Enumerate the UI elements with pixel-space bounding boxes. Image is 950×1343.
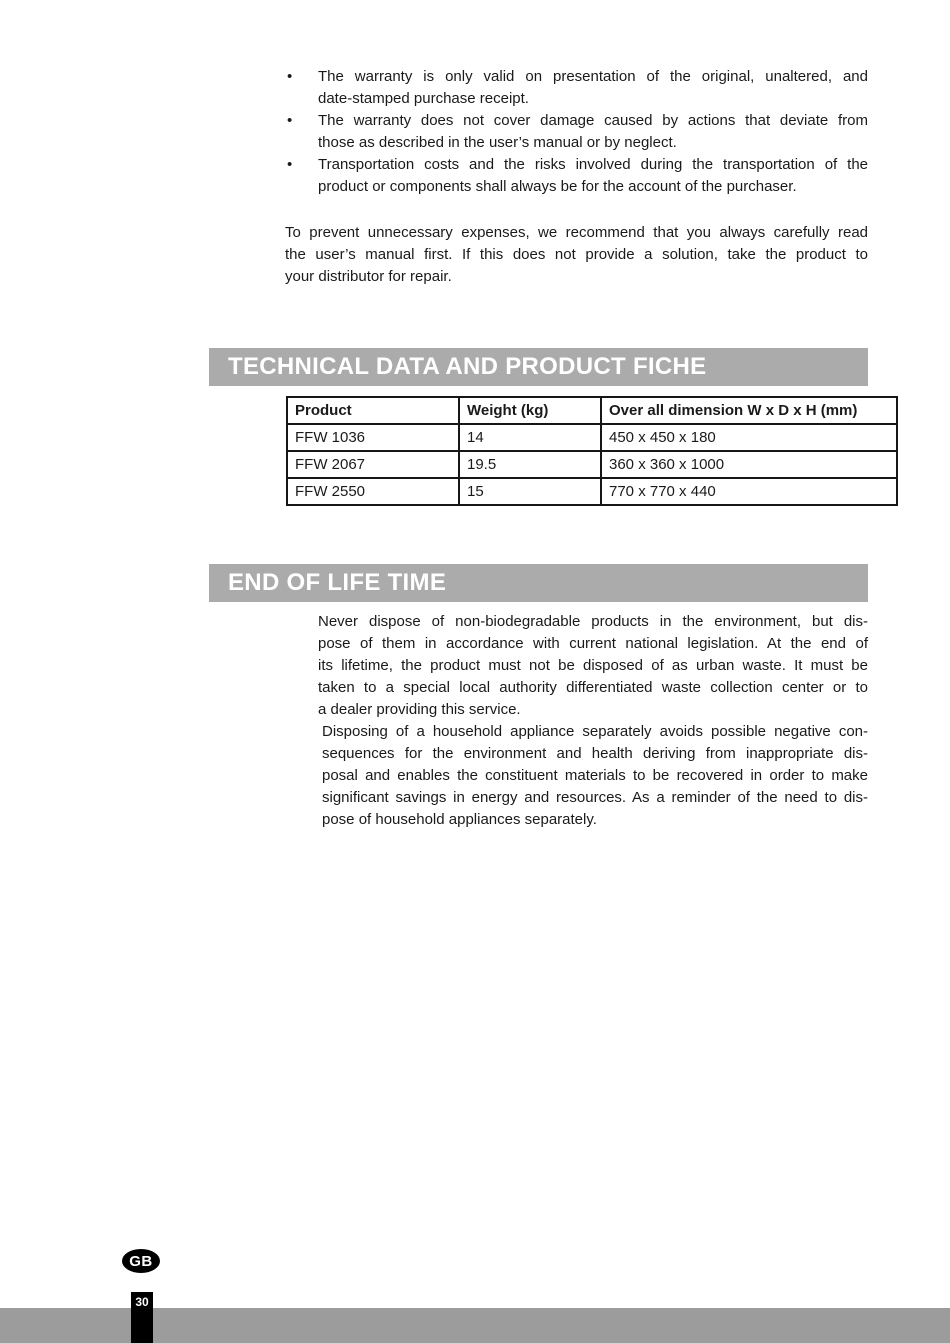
paragraph-line: posal and enables the constituent materials to be recovered in order to make <box>322 767 868 784</box>
bullet-text <box>318 110 868 154</box>
bullet-text-line: The warranty is only valid on presentation of the original, unaltered, and <box>318 68 868 85</box>
table-header-product: Product <box>287 397 459 424</box>
bullet-text-line: Transportation costs and the risks involved during the transportation of the <box>318 156 868 173</box>
bullet-text-line: those as described in the user’s manual or by neglect. <box>318 134 677 151</box>
paragraph-line: a dealer providing this service. <box>318 701 521 718</box>
end-of-life-section-header <box>209 564 868 602</box>
cell-dimensions: 770 x 770 x 440 <box>601 478 897 505</box>
paragraph-line: sequences for the environment and health deriving from inappropriate dis- <box>322 745 868 762</box>
table-row <box>287 478 897 505</box>
intro-paragraph <box>285 222 868 288</box>
table-header-dimensions: Over all dimension W x D x H (mm) <box>601 397 897 424</box>
table-row <box>287 424 897 451</box>
table-header-weight: Weight (kg) <box>459 397 601 424</box>
bullet-text-line: The warranty does not cover damage caused by actions that deviate from <box>318 112 868 129</box>
bullet-text-line: date-stamped purchase receipt. <box>318 90 529 107</box>
language-badge-gb <box>122 1249 160 1273</box>
cell-dimensions: 360 x 360 x 1000 <box>601 451 897 478</box>
bullet-icon: • <box>287 68 293 85</box>
bullet-text <box>318 154 868 198</box>
bullet-item <box>287 154 868 198</box>
table-header-row <box>287 397 897 424</box>
bullet-item <box>287 110 868 154</box>
paragraph-line: significant savings in energy and resources. As a reminder of the need to dis- <box>322 789 868 806</box>
end-of-life-paragraph-2 <box>318 721 868 831</box>
paragraph-line: Never dispose of non-biodegradable products in the environment, but dis- <box>318 613 868 630</box>
paragraph-line: Disposing of a household appliance separately avoids possible negative con- <box>322 723 868 740</box>
page-number <box>131 1292 153 1343</box>
language-badge-label: GB <box>129 1252 153 1270</box>
paragraph-line: your distributor for repair. <box>285 268 452 285</box>
paragraph-line: its lifetime, the product must not be disposed of as urban waste. It must be <box>318 657 868 674</box>
warranty-bullet-list <box>287 66 868 198</box>
page-number-label: 30 <box>135 1295 149 1309</box>
bullet-text-line: product or components shall always be for the account of the purchaser. <box>318 178 797 195</box>
cell-weight: 15 <box>459 478 601 505</box>
cell-weight: 14 <box>459 424 601 451</box>
paragraph-line: To prevent unnecessary expenses, we recommend that you always carefully read <box>285 224 868 241</box>
cell-product: FFW 2550 <box>287 478 459 505</box>
end-of-life-paragraph-1 <box>318 611 868 721</box>
technical-data-section-header <box>209 348 868 386</box>
bullet-icon: • <box>287 112 293 129</box>
section-title: END OF LIFE TIME <box>228 569 447 596</box>
end-of-life-text <box>318 611 868 831</box>
table-row <box>287 451 897 478</box>
bullet-text <box>318 66 868 110</box>
section-title: TECHNICAL DATA AND PRODUCT FICHE <box>228 353 707 380</box>
paragraph-line: pose of household appliances separately. <box>322 811 597 828</box>
bullet-item <box>287 66 868 110</box>
paragraph-line: taken to a special local authority differentiated waste collection center or to <box>318 679 868 696</box>
cell-product: FFW 2067 <box>287 451 459 478</box>
bullet-icon: • <box>287 156 293 173</box>
paragraph-line: the user’s manual first. If this does not provide a solution, take the product to <box>285 246 868 263</box>
cell-product: FFW 1036 <box>287 424 459 451</box>
cell-weight: 19.5 <box>459 451 601 478</box>
cell-dimensions: 450 x 450 x 180 <box>601 424 897 451</box>
technical-data-table <box>286 396 898 506</box>
paragraph-line: pose of them in accordance with current national legislation. At the end of <box>318 635 868 652</box>
